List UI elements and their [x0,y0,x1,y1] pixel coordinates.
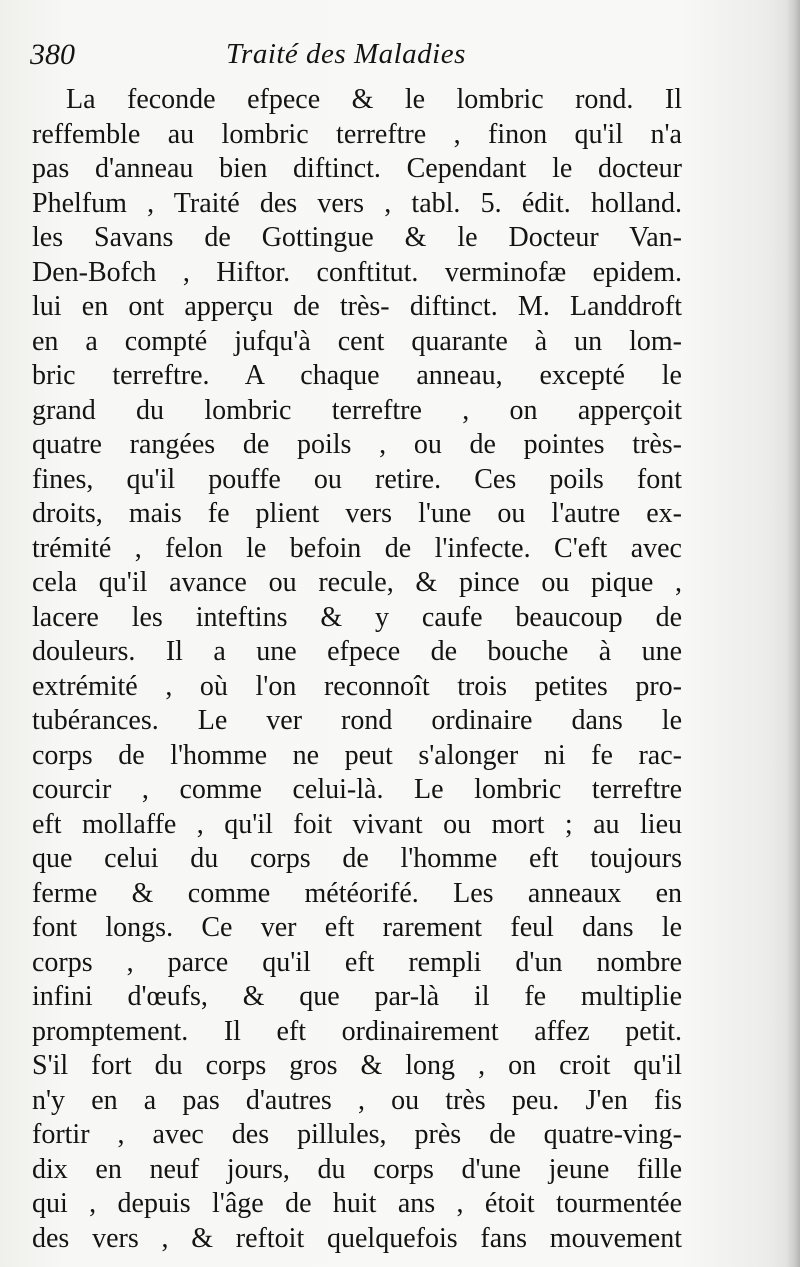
text-line: Phelfum , Traité des vers , tabl. 5. édit. holland. [32,187,682,219]
text-line: infini d'œufs, & que par-là il fe multiplie [32,981,682,1012]
text-line: qui , depuis l'âge de huit ans , étoit tourmentée [32,1188,682,1219]
text-line: que celui du corps de l'homme eft toujours [32,843,682,874]
page-number: 380 [30,38,75,71]
text-line: quatre rangées de poils , ou de pointes très- [32,429,682,460]
text-line: lui en ont apperçu de très- diftinct. M. Landdroft [32,291,682,322]
text-line: eft mollaffe , qu'il foit vivant ou mort ; au lieu [32,808,682,840]
text-line: dix en neuf jours, du corps d'une jeune fille [32,1153,682,1185]
text-line: corps de l'homme ne peut s'alonger ni fe rac- [32,739,682,771]
page-header [30,38,730,78]
text-line: pas d'anneau bien diftinct. Cependant le docteur [32,153,682,184]
text-line: ferme & comme météorifé. Les anneaux en [32,877,682,909]
text-line: promptement. Il eft ordinairement affez petit. [32,1015,682,1047]
text-line: trémité , felon le befoin de l'infecte. C'eft avec [32,532,682,564]
text-line: extrémité , où l'on reconnoît trois petites pro- [32,670,682,702]
text-line: cela qu'il avance ou recule, & pince ou pique , [32,567,682,598]
text-line: lacere les inteftins & y caufe beaucoup de [32,601,682,633]
text-line: Den-Bofch , Hiftor. conftitut. verminofæ epidem. [32,256,682,288]
text-line: droits, mais fe plient vers l'une ou l'autre ex- [32,498,682,529]
text-line: S'il fort du corps gros & long , on croit qu'il [32,1050,682,1081]
text-line: douleurs. Il a une efpece de bouche à une [32,636,682,667]
text-line: font longs. Ce ver eft rarement feul dans le [32,912,682,943]
body-text [32,83,682,1256]
page-edge-shadow [786,0,800,1267]
text-line: bric terreftre. A chaque anneau, excepté le [32,360,682,391]
text-line: fines, qu'il pouffe ou retire. Ces poils font [32,463,682,495]
text-line: reffemble au lombric terreftre , finon qu'il n'a [32,118,682,150]
text-line: fortir , avec des pillules, près de quatre-ving- [32,1119,682,1150]
text-line: grand du lombric terreftre , on apperçoit [32,394,682,426]
text-line: tubérances. Le ver rond ordinaire dans le [32,705,682,736]
text-line: courcir , comme celui-là. Le lombric terreftre [32,774,682,805]
text-line: La feconde efpece & le lombric rond. Il [66,84,682,115]
text-line: n'y en a pas d'autres , ou très peu. J'en fis [32,1084,682,1116]
text-line: des vers , & reftoit quelquefois fans mouvement [32,1222,682,1254]
text-line: en a compté jufqu'à cent quarante à un lom- [32,325,682,357]
text-line: les Savans de Gottingue & le Docteur Van- [32,222,682,253]
text-line: corps , parce qu'il eft rempli d'un nombre [32,946,682,978]
running-title: Traité des Maladies [226,38,466,70]
